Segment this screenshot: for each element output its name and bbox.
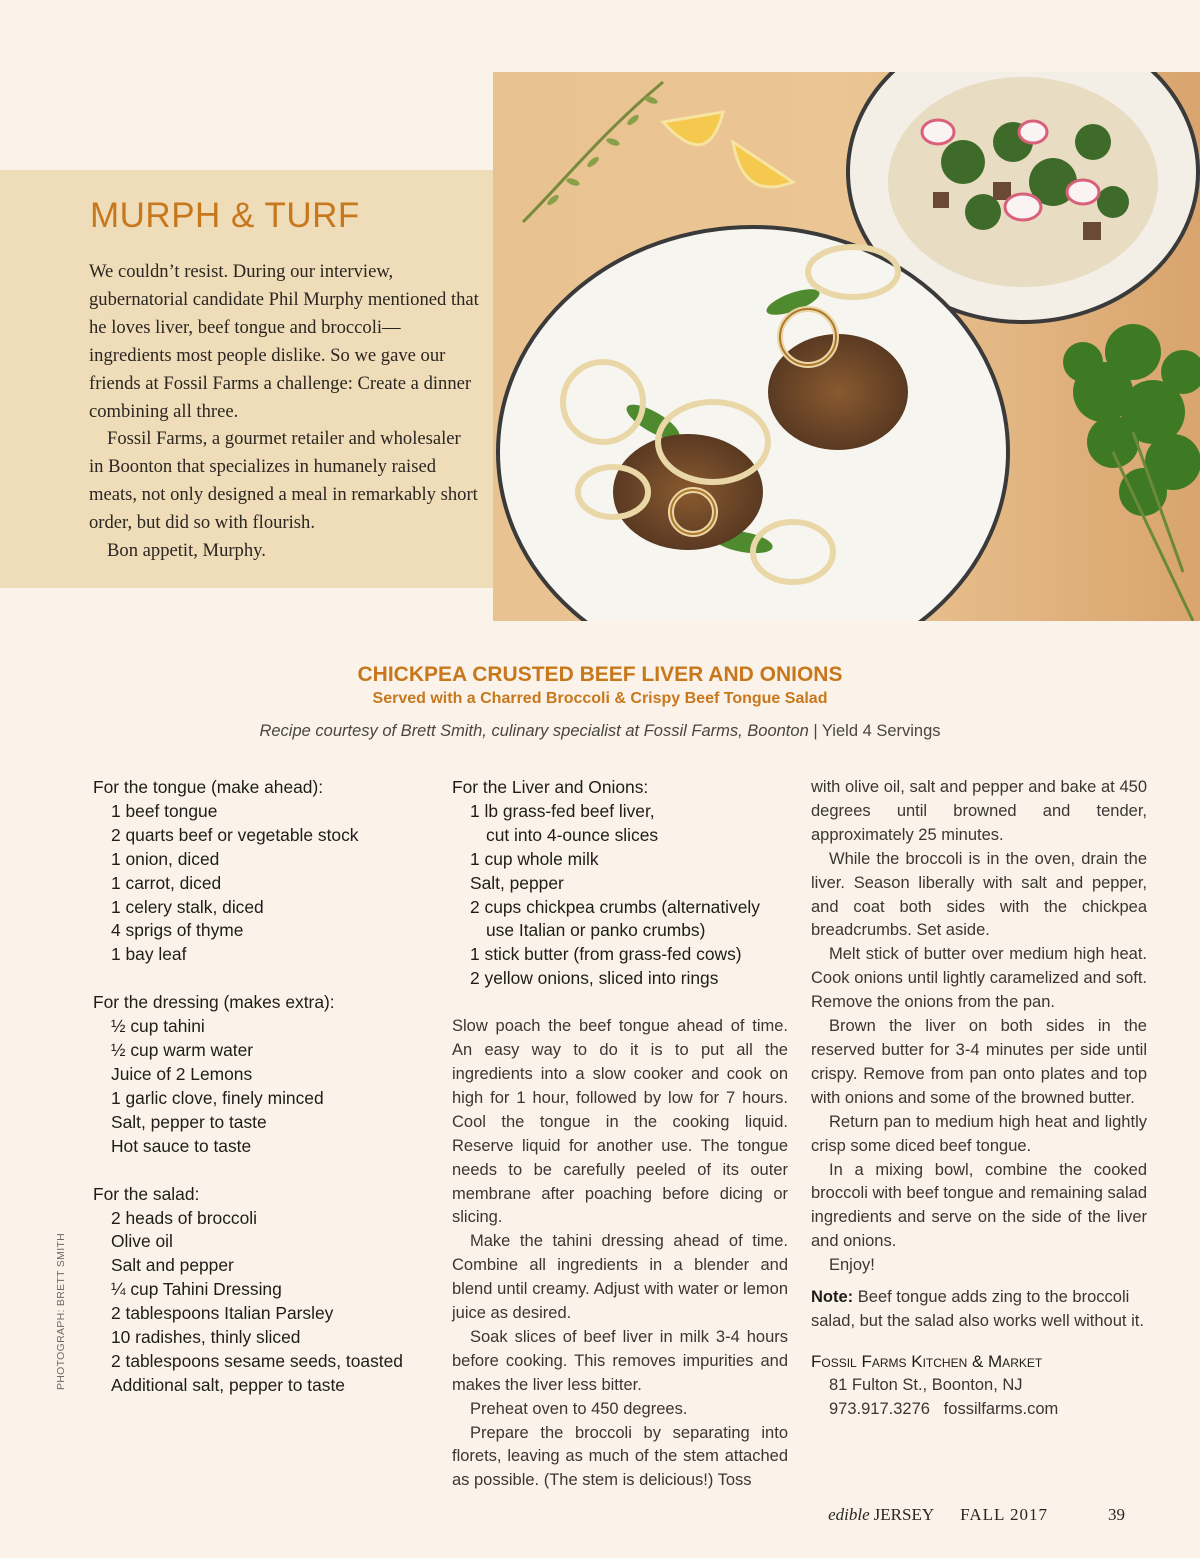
direction-paragraph: Preheat oven to 450 degrees.	[470, 1399, 688, 1418]
direction-paragraph: Brown the liver on both sides in the reserved butter for 3-4 minutes per side until crispy. Remove from pan onto plates and top with onions and some of the browned butter.	[811, 1017, 1147, 1107]
footer-brand-italic: edible	[828, 1505, 870, 1524]
recipe-yield: | Yield 4 Servings	[813, 722, 941, 740]
ingredient: 2 cups chickpea crumbs (alternatively	[470, 896, 760, 917]
direction-paragraph: Prepare the broccoli by separating into florets, leaving as much of the stem attached as possible. (The stem is delicious!) Toss	[452, 1423, 788, 1490]
ingredient: Olive oil	[111, 1231, 173, 1252]
direction-paragraph: Slow poach the beef tongue ahead of time. An easy way to do it is to put all the ingredients into a slow cooker and cook on high for 1 hour, followed by low for 7 hours. Cool the tongue in the cooking liquid. Reserve liquid for another use. The tongue needs to be carefully peeled of its outer membrane after poaching before dicing or slicing.	[452, 1017, 788, 1227]
recipe-subtitle: Served with a Charred Broccoli & Crispy Beef Tongue Salad	[372, 690, 828, 707]
directions-part-1	[452, 1015, 788, 1493]
store-contact: 973.917.3276 fossilfarms.com	[829, 1399, 1059, 1418]
ingredient: 4 sprigs of thyme	[111, 920, 244, 941]
recipe-title: CHICKPEA CRUSTED BEEF LIVER AND ONIONS	[357, 663, 843, 686]
ingredient: 1 garlic clove, finely minced	[111, 1087, 324, 1108]
ingredient: Salt, pepper	[470, 872, 564, 893]
intro-title: MURPH & TURF	[90, 196, 360, 235]
footer-brand: JERSEY	[873, 1505, 935, 1524]
tongue-heading: For the tongue (make ahead):	[93, 777, 324, 797]
store-address: 81 Fulton St., Boonton, NJ	[829, 1375, 1023, 1394]
ingredient: 10 radishes, thinly sliced	[111, 1327, 301, 1348]
ingredient: 1 carrot, diced	[111, 872, 222, 893]
direction-paragraph: Return pan to medium high heat and lightly crisp some diced beef tongue.	[811, 1112, 1147, 1155]
ingredient: Hot sauce to taste	[111, 1135, 252, 1156]
note-text: Beef tongue adds zing to the broccoli salad, but the salad also works well without it.	[811, 1288, 1144, 1330]
direction-paragraph: In a mixing bowl, combine the cooked broccoli with beef tongue and remaining salad ingredients and serve on the side of the liver and onions.	[811, 1160, 1147, 1251]
ingredients-column-2	[452, 776, 788, 1493]
liver-heading: For the Liver and Onions:	[452, 777, 649, 797]
directions-column-3	[811, 776, 1147, 1422]
ingredient: ½ cup warm water	[111, 1040, 254, 1061]
ingredient: 1 stick butter (from grass-fed cows)	[470, 944, 742, 965]
photo-credit: PHOTOGRAPH: BRETT SMITH	[55, 1232, 67, 1390]
ingredient: 1 celery stalk, diced	[111, 896, 264, 917]
food-photo	[493, 72, 1200, 621]
ingredient: 1 lb grass-fed beef liver,	[470, 800, 655, 821]
ingredient: Juice of 2 Lemons	[111, 1063, 253, 1084]
store-name: Fossil Farms Kitchen & Market	[811, 1351, 1043, 1371]
page-number: 39	[1108, 1505, 1125, 1524]
ingredient: 2 tablespoons sesame seeds, toasted	[111, 1350, 403, 1371]
ingredient: 2 heads of broccoli	[111, 1207, 257, 1228]
intro-paragraph: Bon appetit, Murphy.	[107, 540, 266, 562]
ingredient: 1 cup whole milk	[470, 848, 599, 869]
direction-paragraph: Enjoy!	[829, 1256, 875, 1275]
ingredient: 2 yellow onions, sliced into rings	[470, 968, 719, 989]
note	[811, 1286, 1147, 1334]
ingredient: cut into 4-ounce slices	[486, 824, 659, 845]
directions-part-2	[811, 776, 1147, 1278]
dressing-heading: For the dressing (makes extra):	[93, 992, 335, 1013]
note-label: Note:	[811, 1288, 854, 1307]
ingredient: ¼ cup Tahini Dressing	[111, 1279, 282, 1300]
intro-paragraph: We couldn’t resist. During our interview, gubernatorial candidate Phil Murphy mentioned that he loves liver, beef tongue and broccoli— ingredients most people dislike. So we gave our friends at Fossil Farms a challenge: Create a dinner combining all three.	[89, 261, 479, 422]
direction-paragraph: Melt stick of butter over medium high heat. Cook onions until lightly caramelized and soft. Remove the onions from the pan.	[811, 945, 1147, 1012]
ingredient: use Italian or panko crumbs)	[486, 920, 706, 941]
recipe-credit: Recipe courtesy of Brett Smith, culinary specialist at Fossil Farms, Boonton	[259, 722, 809, 740]
ingredient: 1 bay leaf	[111, 944, 187, 965]
ingredient: 2 quarts beef or vegetable stock	[111, 824, 359, 845]
footer-season: FALL 2017	[960, 1505, 1048, 1524]
ingredient: 2 tablespoons Italian Parsley	[111, 1303, 334, 1324]
salad-heading: For the salad:	[93, 1183, 200, 1204]
ingredient: 1 onion, diced	[111, 848, 220, 869]
page-footer	[824, 1505, 1125, 1525]
direction-paragraph: with olive oil, salt and pepper and bake at 450 degrees until browned and tender, approximately 25 minutes.	[811, 778, 1147, 844]
direction-paragraph: Make the tahini dressing ahead of time. Combine all ingredients in a blender and blend until creamy. Adjust with water or lemon juice as desired.	[452, 1232, 788, 1323]
ingredient: Salt, pepper to taste	[111, 1111, 267, 1132]
ingredient: ½ cup tahini	[111, 1016, 205, 1037]
direction-paragraph: Soak slices of beef liver in milk 3-4 hours before cooking. This removes impurities and makes the liver less bitter.	[452, 1327, 788, 1394]
intro-text	[89, 258, 479, 565]
recipe-credit-line	[0, 722, 1200, 741]
food-photo-illustration	[493, 72, 1200, 621]
ingredients-column-1	[93, 776, 423, 1398]
direction-paragraph: While the broccoli is in the oven, drain the liver. Season liberally with salt and pepper, and coat both sides with the chickpea breadcrumbs. Set aside.	[811, 849, 1147, 940]
ingredient: Additional salt, pepper to taste	[111, 1374, 345, 1395]
intro-paragraph: Fossil Farms, a gourmet retailer and wholesaler in Boonton that specializes in humanely raised meats, not only designed a meal in remarkably short order, but did so with flourish.	[89, 428, 478, 534]
ingredient: 1 beef tongue	[111, 800, 218, 821]
ingredient: Salt and pepper	[111, 1255, 234, 1276]
